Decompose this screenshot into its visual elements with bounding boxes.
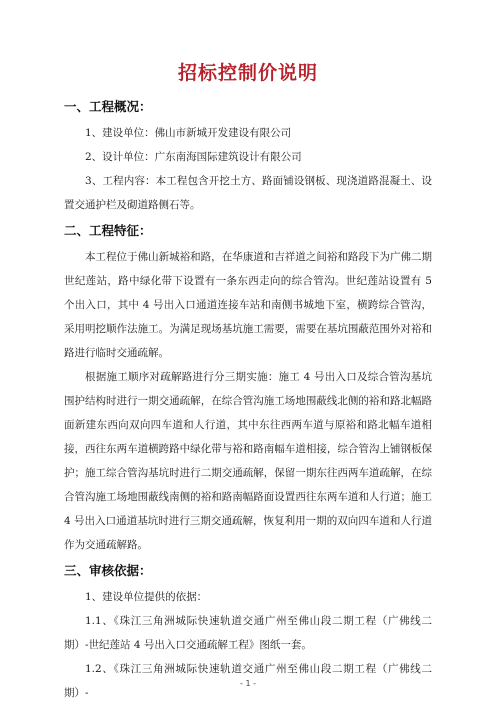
section-heading-overview: 一、工程概况： [64, 99, 152, 114]
features-paragraph-location: 本工程位于佛山新城裕和路，在华康道和吉祥道之间裕和路段下为广佛二期世纪莲站，路中绿化带下设置有一条东西走向的综合管沟。世纪莲站设置有 5 个出入口，其中 4 号出入口通道连接车站和南侧书城地下室，横跨综合管沟，采用明挖顺作法施工。为满足现场基坑施工需要，需要在基坑围蔽范围外对裕和路进行临时交通疏解。 [64, 251, 432, 359]
section-heading-basis: 三、审核依据： [64, 563, 152, 578]
section-heading-features: 二、工程特征： [64, 223, 152, 238]
page-number: - 1 - [240, 679, 256, 688]
features-paragraph-phases: 根据施工顺序对疏解路进行分三期实施：施工 4 号出入口及综合管沟基坑围护结构时进行一期交通疏解，在综合管沟施工场地围蔽线北侧的裕和路北幅路面新建东西向双向四车道和人行道，其中东往西两车道与原裕和路北幅车道相接，西往东两车道横跨路中绿化带与裕和路南幅车道相接，综合管沟上铺钢板保护；施工综合管沟基坑时进行二期交通疏解，保留一期东往西两车道疏解，在综合管沟施工场地围蔽线南侧的裕和路南幅路面设置西往东两车道和人行道；施工 4 号出入口通道基坑时进行三期交通疏解，恢复利用一期的双向四车道和人行道作为交通疏解路。 [64, 371, 432, 551]
basis-item-drawing-2: 1.2、《珠江三角洲城际快速轨道交通广州至佛山段二期工程（广佛线二期）- [64, 663, 432, 699]
overview-item-content: 3、工程内容：本工程包含开挖土方、路面铺设钢板、现浇道路混凝土、设置交通护栏及砌道路侧石等。 [64, 175, 432, 211]
document-title: 招标控制价说明 [177, 62, 318, 84]
basis-item-drawing-1: 1.1、《珠江三角洲城际快速轨道交通广州至佛山段二期工程（广佛线二期）-世纪莲站 4 号出入口交通疏解工程》图纸一套。 [64, 615, 432, 651]
overview-item-client: 1、建设单位：佛山市新城开发建设有限公司 [85, 127, 292, 139]
overview-item-designer: 2、设计单位：广东南海国际建筑设计有限公司 [85, 151, 302, 163]
basis-item-source: 1、建设单位提供的依据： [85, 591, 208, 603]
